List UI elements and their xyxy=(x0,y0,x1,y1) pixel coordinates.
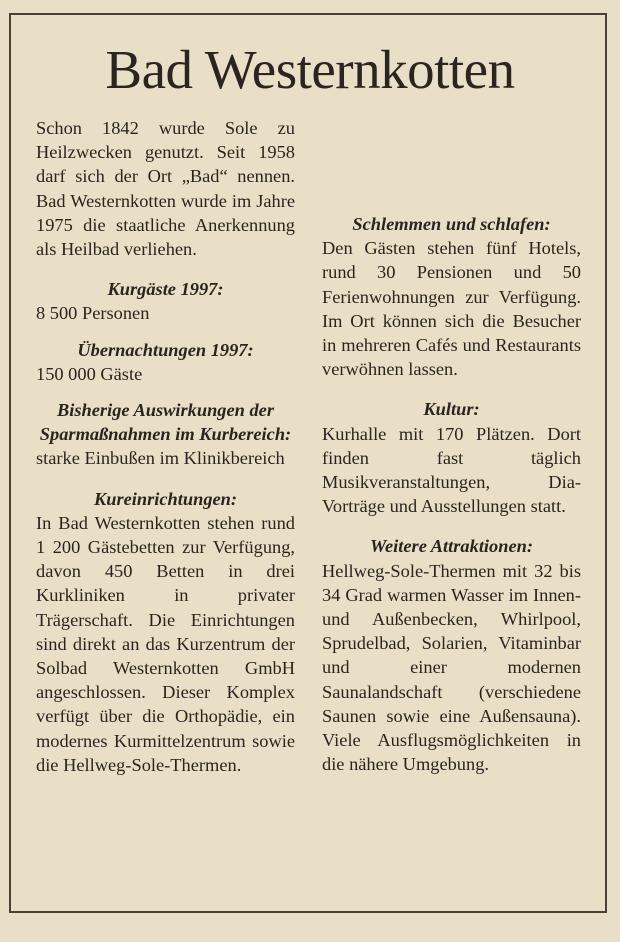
kureinrichtungen-text: In Bad Westernkotten stehen rund 1 200 Gästebetten zur Verfügung, davon 450 Betten in drei Kurkliniken in privater Trägerschaft. Die Einrichtungen sind direkt an das Kurzentrum der Solbad Westernkotten GmbH angeschlossen. Dieser Komplex verfügt über die Orthopädie, ein modernes Kurmittelzentrum sowie die Hellweg-Sole-Thermen. xyxy=(36,512,295,775)
attraktionen-heading: Weitere Attraktionen: xyxy=(370,536,533,557)
left-column xyxy=(36,116,295,777)
uebernachtungen-heading: Übernachtungen 1997: xyxy=(77,339,254,360)
kultur-heading: Kultur: xyxy=(423,399,480,420)
schlemmen-heading: Schlemmen und schlafen: xyxy=(352,214,551,234)
kureinrichtungen-heading: Kureinrichtungen: xyxy=(93,488,238,509)
auswirkungen-heading: Bisherige Auswirkungen der Sparmaßnahmen im Kurbereich: xyxy=(39,400,292,445)
auswirkungen-value: starke Einbußen im Klinikbereich xyxy=(36,448,285,469)
kultur-text: Kurhalle mit 170 Plätzen. Dort finden fast täglich Musikveranstaltungen, Dia-Vorträge und Ausstellungen statt. xyxy=(322,423,581,517)
kurgaeste-value: 8 500 Personen xyxy=(36,303,150,324)
uebernachtungen-value: 150 000 Gäste xyxy=(36,363,143,384)
kurgaeste-heading: Kurgäste 1997: xyxy=(107,279,224,300)
intro-paragraph: Schon 1842 wurde Sole zu Heilzwecken genutzt. Seit 1958 darf sich der Ort „Bad“ nennen. Bad Westernkotten wurde im Jahre 1975 die staatliche Anerkennung als Heilbad verliehen. xyxy=(36,118,295,260)
right-column xyxy=(322,212,581,776)
article-title: Bad Westernkotten xyxy=(105,39,515,100)
schlemmen-text: Den Gästen stehen fünf Hotels, rund 30 Pensionen und 50 Ferienwohnungen zur Verfügung. Im Ort können sich die Besucher in mehreren Cafés und Restaurants verwöhnen lassen. xyxy=(322,238,581,380)
attraktionen-text: Hellweg-Sole-Thermen mit 32 bis 34 Grad warmen Wasser im Innen- und Außenbecken, Whirlpool, Sprudelbad, Solarien, Vitaminbar und einer modernen Saunalandschaft (verschiedene Saunen sowie eine Außensauna). Viele Ausflugsmöglichkeiten in die nähere Umgebung. xyxy=(322,560,581,775)
